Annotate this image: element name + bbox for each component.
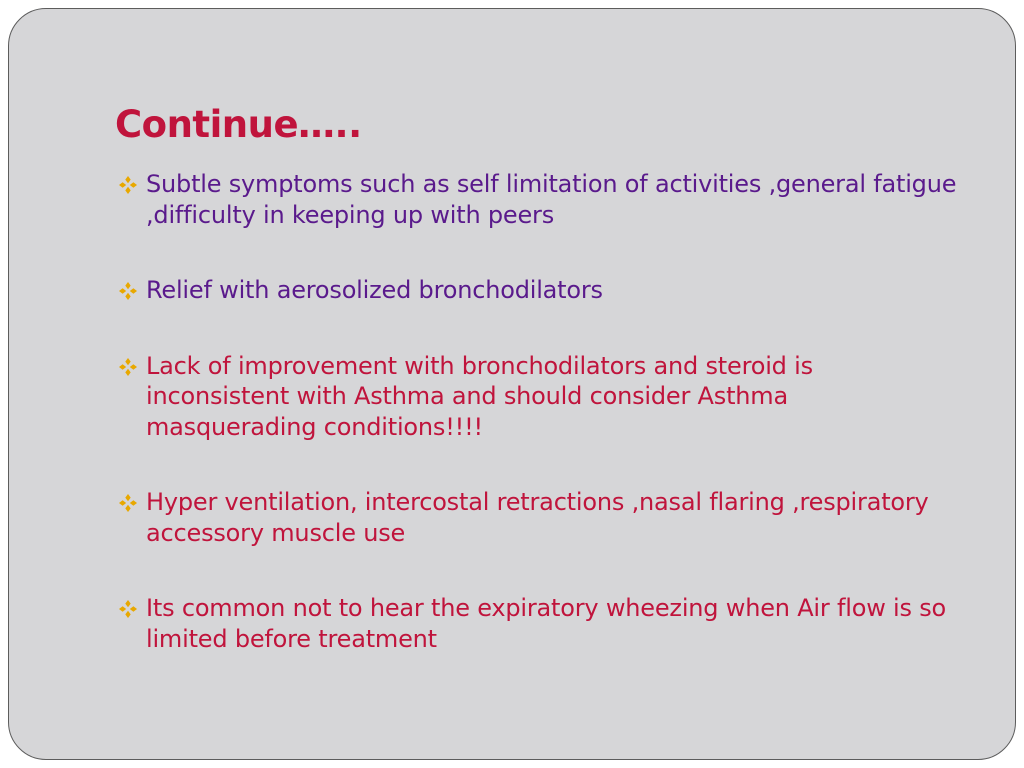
bullet-text: Hyper ventilation, intercostal retractions ,nasal flaring ,respiratory accessory muscle use xyxy=(146,488,929,547)
bullet-item xyxy=(117,487,957,548)
bullet-text: Lack of improvement with bronchodilators and steroid is inconsistent with Asthma and should consider Asthma masquerading conditions!!!! xyxy=(146,351,813,441)
diamond-bullet-icon xyxy=(119,358,137,376)
slide-frame xyxy=(8,8,1016,760)
diamond-bullet-icon xyxy=(119,600,137,618)
bullet-text: Subtle symptoms such as self limitation of activities ,general fatigue ,difficulty in keeping up with peers xyxy=(146,170,957,229)
bullet-item xyxy=(117,275,957,306)
slide-title: Continue….. xyxy=(115,103,362,146)
diamond-bullet-icon xyxy=(119,494,137,512)
bullet-text: Relief with aerosolized bronchodilators xyxy=(146,276,603,304)
bullet-item xyxy=(117,351,957,443)
diamond-bullet-icon xyxy=(119,282,137,300)
diamond-bullet-icon xyxy=(119,176,137,194)
bullet-item xyxy=(117,593,957,654)
bullet-list xyxy=(117,169,957,654)
bullet-text: Its common not to hear the expiratory wheezing when Air flow is so limited before treatment xyxy=(146,594,947,653)
bullet-item xyxy=(117,169,957,230)
